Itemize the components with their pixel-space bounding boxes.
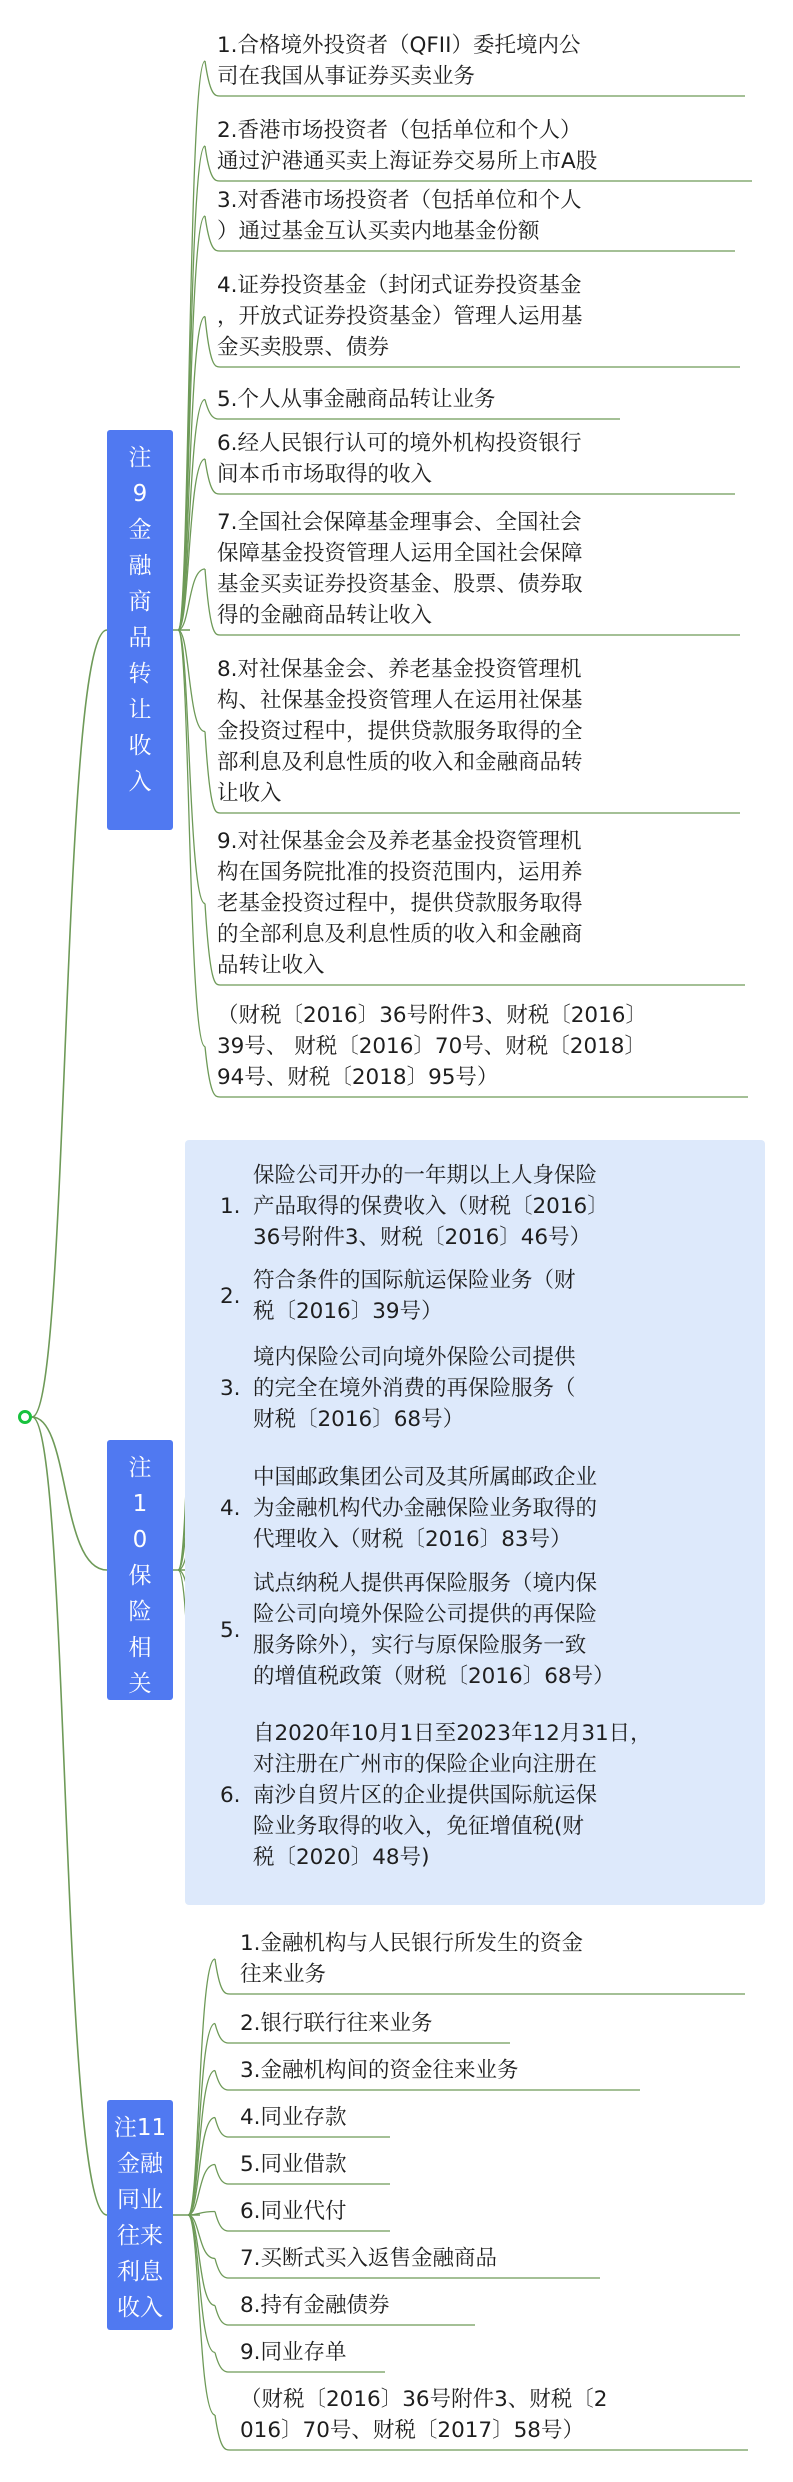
leaf-text-line: 财税〔2016〕68号） — [253, 1407, 465, 1432]
branch-label-char: 注11 — [113, 2115, 167, 2141]
leaf-text-line: 间本币市场取得的收入 — [217, 462, 433, 487]
leaf-text-line: 6.经人民银行认可的境外机构投资银行 — [217, 431, 582, 456]
item-number: 5. — [220, 1617, 241, 1643]
leaf-text-line: 服务除外），实行与原保险服务一致 — [253, 1633, 587, 1658]
branch-node-3[interactable] — [107, 2100, 173, 2330]
branch-label-char: 入 — [128, 769, 152, 795]
leaf-text-line: 中国邮政集团公司及其所属邮政企业 — [253, 1465, 598, 1490]
leaf-text-line: 的完全在境外消费的再保险服务（ — [253, 1376, 576, 1401]
leaf-text-line: 往来业务 — [240, 1962, 327, 1987]
leaf-text-line: 9.对社保基金会及养老基金投资管理机 — [217, 829, 582, 854]
leaf-text-line: 老基金投资过程中，提供贷款服务取得 — [217, 891, 583, 916]
leaf-text-line: 016〕70号、财税〔2017〕58号） — [240, 2418, 584, 2443]
leaf-text-line: 自2020年10月1日至2023年12月31日， — [253, 1721, 652, 1746]
leaf-text-line: 8.对社保基金会、养老基金投资管理机 — [217, 657, 582, 682]
leaf-text-line: 符合条件的国际航运保险业务（财 — [253, 1268, 576, 1293]
leaf-text-line: 金买卖股票、债券 — [217, 335, 390, 360]
leaf-text-line: 4.同业存款 — [240, 2105, 347, 2130]
leaf-text-line: 3.金融机构间的资金往来业务 — [240, 2058, 519, 2083]
leaf-text-line: 构在国务院批准的投资范围内，运用养 — [217, 860, 583, 885]
leaf-text-line: 税〔2016〕39号） — [253, 1299, 443, 1324]
leaf-text-line: 36号附件3、财税〔2016〕46号） — [253, 1225, 592, 1250]
leaf-text-line: 得的金融商品转让收入 — [217, 603, 433, 628]
leaf-text-line: 品转让收入 — [217, 953, 325, 978]
branch-label-char: 品 — [128, 625, 152, 651]
branch-label-char: 转 — [128, 661, 152, 687]
leaf-text-line: 7.全国社会保障基金理事会、全国社会 — [217, 510, 582, 535]
branch-node-1[interactable] — [107, 430, 173, 830]
leaf-text-line: 险业务取得的收入，免征增值税(财 — [253, 1814, 584, 1839]
branch-label-char: 1 — [132, 1491, 148, 1517]
leaf-text-line: 构、社保基金投资管理人在运用社保基 — [217, 688, 583, 713]
leaf-text-line: 保障基金投资管理人运用全国社会保障 — [217, 541, 583, 566]
branch-label-char: 让 — [128, 697, 152, 723]
branch-label-char: 注 — [128, 445, 152, 471]
leaf-text-line: 南沙自贸片区的企业提供国际航运保 — [253, 1783, 598, 1808]
leaf-text-line: 为金融机构代办金融保险业务取得的 — [253, 1496, 598, 1521]
branch-label-char: 关 — [128, 1671, 152, 1697]
leaf-text-line: （财税〔2016〕36号附件3、财税〔2016〕 — [217, 1003, 647, 1028]
root-node-icon[interactable] — [18, 1410, 32, 1424]
branch-label-char: 往来 — [117, 2223, 163, 2249]
branch-label-char: 9 — [132, 481, 148, 507]
branch-label-char: 商 — [128, 589, 152, 615]
leaf-text-line: 金投资过程中，提供贷款服务取得的全 — [217, 719, 583, 744]
leaf-text-line: 1.合格境外投资者（QFII）委托境内公 — [217, 33, 581, 58]
item-number: 6. — [220, 1783, 241, 1808]
leaf-text-line: 6.同业代付 — [240, 2199, 347, 2224]
leaf-text-line: 司在我国从事证券买卖业务 — [217, 64, 476, 89]
leaf-text-line: 让收入 — [217, 781, 282, 806]
branch-label-char: 金 — [128, 517, 152, 543]
leaf-text-line: 保险公司开办的一年期以上人身保险 — [253, 1163, 598, 1188]
leaf-text-line: 税〔2020〕48号) — [253, 1845, 430, 1870]
leaf-text-line: 通过沪港通买卖上海证券交易所上市A股 — [217, 149, 598, 174]
leaf-text-line: 基金买卖证券投资基金、股票、债券取 — [217, 572, 583, 597]
leaf-text-line: 1.金融机构与人民银行所发生的资金 — [240, 1931, 584, 1956]
leaf-text-line: 的全部利息及利息性质的收入和金融商 — [217, 922, 583, 947]
branch-label-char: 相 — [128, 1635, 152, 1661]
item-number: 1. — [220, 1194, 241, 1219]
item-number: 4. — [220, 1496, 241, 1521]
leaf-text-line: 的增值税政策（财税〔2016〕68号） — [253, 1664, 615, 1689]
leaf-text-line: 产品取得的保费收入（财税〔2016〕 — [253, 1194, 609, 1219]
branch-label-char: 同业 — [117, 2187, 163, 2213]
branch-label-char: 利息 — [117, 2259, 163, 2285]
leaf-text-line: 2.银行联行往来业务 — [240, 2011, 433, 2036]
branch-label-char: 收入 — [117, 2295, 163, 2321]
leaf-text-line: 7.买断式买入返售金融商品 — [240, 2246, 498, 2271]
leaf-text-line: 3.对香港市场投资者（包括单位和个人 — [217, 188, 582, 213]
leaf-text-line: 对注册在广州市的保险企业向注册在 — [253, 1752, 598, 1777]
branch-label-char: 保 — [128, 1563, 152, 1589]
leaf-text-line: 4.证券投资基金（封闭式证券投资基金 — [217, 273, 582, 298]
item-number: 2. — [220, 1283, 241, 1309]
leaf-text-line: 5.个人从事金融商品转让业务 — [217, 387, 496, 412]
leaf-text-line: 5.同业借款 — [240, 2152, 347, 2177]
branch-label-char: 注 — [128, 1455, 152, 1481]
leaf-text-line: 94号、财税〔2018〕95号） — [217, 1065, 499, 1090]
leaf-text-line: 2.香港市场投资者（包括单位和个人） — [217, 118, 582, 143]
branch-label-char: 融 — [128, 553, 152, 579]
leaf-text-line: 代理收入（财税〔2016〕83号） — [253, 1527, 572, 1552]
branch-node-2[interactable] — [107, 1440, 173, 1700]
leaf-text-line: 8.持有金融债券 — [240, 2293, 390, 2318]
leaf-text-line: 境内保险公司向境外保险公司提供 — [253, 1345, 576, 1370]
leaf-text-line: 9.同业存单 — [240, 2340, 347, 2365]
leaf-text-line: 试点纳税人提供再保险服务（境内保 — [253, 1571, 598, 1596]
leaf-text-line: 部利息及利息性质的收入和金融商品转 — [217, 750, 583, 775]
leaf-text-line: （财税〔2016〕36号附件3、财税〔2 — [240, 2387, 608, 2412]
item-number: 3. — [220, 1376, 241, 1401]
branch-label-char: 0 — [132, 1527, 148, 1553]
leaf-text-line: 险公司向境外保险公司提供的再保险 — [253, 1602, 598, 1627]
branch-label-char: 金融 — [117, 2151, 163, 2177]
leaf-text-line: ）通过基金互认买卖内地基金份额 — [217, 219, 540, 244]
leaf-text-line: ，开放式证券投资基金）管理人运用基 — [217, 304, 583, 329]
branch-label-char: 险 — [128, 1599, 152, 1625]
leaf-text-line: 39号、 财税〔2016〕70号、财税〔2018〕 — [217, 1034, 646, 1059]
branch-label-char: 收 — [128, 733, 152, 759]
